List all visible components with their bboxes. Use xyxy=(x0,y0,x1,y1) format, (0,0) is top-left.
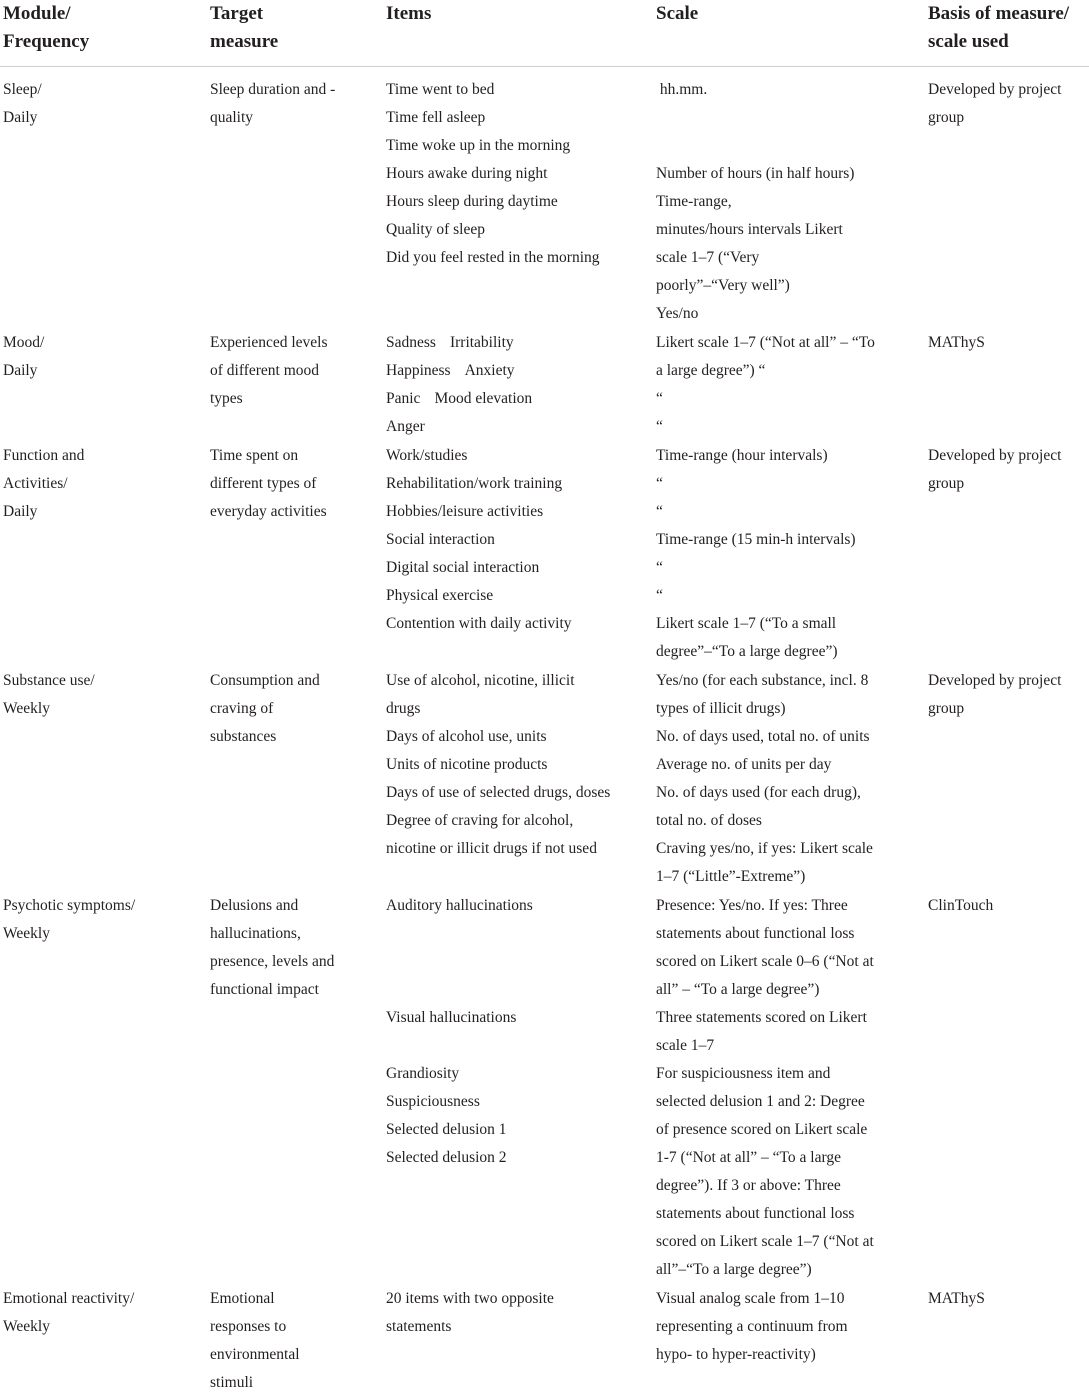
cell-text: quality xyxy=(210,109,254,126)
table-row xyxy=(0,329,1089,441)
cell-text: No. of days used, total no. of units xyxy=(656,728,870,745)
header-text: Module/ xyxy=(3,3,71,24)
cell-text: Presence: Yes/no. If yes: Three xyxy=(656,897,848,914)
cell-text: Function and xyxy=(3,447,85,464)
cell-text: selected delusion 1 and 2: Degree xyxy=(656,1093,865,1110)
cell-text: “ xyxy=(656,390,663,407)
table-row xyxy=(0,76,1089,328)
cell-basis xyxy=(928,76,1088,132)
cell-text: 1-7 (“Not at all” – “To a large xyxy=(656,1149,841,1166)
cell-text: group xyxy=(928,700,965,717)
cell-target xyxy=(210,1285,380,1389)
cell-text: a large degree”) “ xyxy=(656,362,766,379)
cell-text: Work/studies xyxy=(386,447,468,464)
header-text: scale used xyxy=(928,31,1009,52)
cell-text: Weekly xyxy=(3,700,50,717)
cell-text: Time woke up in the morning xyxy=(386,137,571,154)
cell-text: Hobbies/leisure activities xyxy=(386,503,544,520)
cell-text: Time-range (15 min-h intervals) xyxy=(656,531,856,548)
cell-text: Rehabilitation/work training xyxy=(386,475,563,492)
cell-text: Daily xyxy=(3,503,38,520)
cell-text: Consumption and xyxy=(210,672,320,689)
cell-text: degree”). If 3 or above: Three xyxy=(656,1177,841,1194)
table-row xyxy=(0,667,1089,891)
cell-text: functional impact xyxy=(210,981,319,998)
cell-text: Sleep/ xyxy=(3,81,42,98)
cell-text: Psychotic symptoms/ xyxy=(3,897,136,914)
cell-text: of different mood xyxy=(210,362,320,379)
header-text: measure xyxy=(210,31,279,52)
cell-text: Weekly xyxy=(3,1318,50,1335)
cell-text: types of illicit drugs) xyxy=(656,700,786,717)
cell-text: all” – “To a large degree”) xyxy=(656,981,820,998)
header-module xyxy=(3,0,198,56)
cell-text: Days of alcohol use, units xyxy=(386,728,547,745)
cell-text: Emotional xyxy=(210,1290,275,1307)
cell-text: minutes/hours intervals Likert xyxy=(656,221,843,238)
cell-text: Use of alcohol, nicotine, illicit xyxy=(386,672,575,689)
cell-items xyxy=(386,892,648,1172)
header-text: Scale xyxy=(656,3,699,24)
header-target xyxy=(210,0,380,56)
header-items xyxy=(386,0,648,28)
cell-text: degree”–“To a large degree”) xyxy=(656,643,838,660)
cell-basis xyxy=(928,667,1088,723)
cell-text: Emotional reactivity/ xyxy=(3,1290,135,1307)
cell-text: Quality of sleep xyxy=(386,221,486,238)
cell-text: drugs xyxy=(386,700,421,717)
header-scale xyxy=(656,0,921,28)
cell-text: types xyxy=(210,390,243,407)
cell-text: all”–“To a large degree”) xyxy=(656,1261,812,1278)
cell-text: scale 1–7 (“Very xyxy=(656,249,760,266)
cell-text: Time went to bed xyxy=(386,81,495,98)
spacer xyxy=(386,920,648,948)
cell-text: MAThyS xyxy=(928,1290,985,1307)
cell-text: “ xyxy=(656,587,663,604)
cell-basis xyxy=(928,442,1088,498)
table-row xyxy=(0,442,1089,666)
cell-text: nicotine or illicit drugs if not used xyxy=(386,840,597,857)
cell-text: MAThyS xyxy=(928,334,985,351)
cell-text: Anger xyxy=(386,418,425,435)
cell-text: Selected delusion 2 xyxy=(386,1149,507,1166)
header-text: Items xyxy=(386,3,432,24)
cell-module xyxy=(3,667,198,723)
cell-text: responses to xyxy=(210,1318,287,1335)
cell-text: Delusions and xyxy=(210,897,299,914)
cell-text: Hours sleep during daytime xyxy=(386,193,558,210)
cell-text: Substance use/ xyxy=(3,672,95,689)
cell-text: Visual hallucinations xyxy=(386,1009,517,1026)
cell-text: Days of use of selected drugs, doses xyxy=(386,784,611,801)
cell-text: Likert scale 1–7 (“Not at all” – “To xyxy=(656,334,875,351)
cell-text: 1–7 (“Little”-Extreme”) xyxy=(656,868,806,885)
cell-text: presence, levels and xyxy=(210,953,335,970)
cell-module xyxy=(3,442,198,526)
cell-scale xyxy=(656,1285,921,1369)
cell-items xyxy=(386,1285,648,1341)
cell-text: total no. of doses xyxy=(656,812,762,829)
cell-text: Did you feel rested in the morning xyxy=(386,249,600,266)
cell-text-pair xyxy=(386,329,648,357)
cell-text: Auditory hallucinations xyxy=(386,897,533,914)
cell-scale xyxy=(656,76,921,328)
spacer xyxy=(386,1032,648,1060)
cell-text: ClinTouch xyxy=(928,897,994,914)
cell-text: craving of xyxy=(210,700,274,717)
cell-module xyxy=(3,76,198,132)
cell-text: Sadness xyxy=(386,334,436,351)
cell-text: Time fell asleep xyxy=(386,109,486,126)
cell-text: Time-range, xyxy=(656,193,732,210)
cell-text: “ xyxy=(656,503,663,520)
cell-basis xyxy=(928,329,1088,357)
cell-text: Time spent on xyxy=(210,447,299,464)
cell-text: scored on Likert scale 1–7 (“Not at xyxy=(656,1233,874,1250)
cell-text: statements about functional loss xyxy=(656,1205,855,1222)
cell-text: stimuli xyxy=(210,1374,254,1391)
cell-basis xyxy=(928,892,1088,920)
cell-text: Activities/ xyxy=(3,475,68,492)
cell-text: Social interaction xyxy=(386,531,495,548)
cell-target xyxy=(210,667,380,751)
table-row xyxy=(0,1285,1089,1390)
cell-target xyxy=(210,329,380,413)
cell-items xyxy=(386,329,648,441)
cell-text: Happiness xyxy=(386,362,451,379)
cell-text: Units of nicotine products xyxy=(386,756,548,773)
cell-module xyxy=(3,1285,198,1341)
cell-text: statements about functional loss xyxy=(656,925,855,942)
cell-text: Number of hours (in half hours) xyxy=(656,165,855,182)
cell-text: substances xyxy=(210,728,277,745)
cell-text: Panic xyxy=(386,390,421,407)
cell-text: Likert scale 1–7 (“To a small xyxy=(656,615,837,632)
cell-scale xyxy=(656,892,921,1284)
cell-text: Average no. of units per day xyxy=(656,756,832,773)
cell-text: For suspiciousness item and xyxy=(656,1065,831,1082)
cell-text: Mood/ xyxy=(3,334,45,351)
cell-text: Contention with daily activity xyxy=(386,615,572,632)
cell-text: Yes/no xyxy=(656,305,699,322)
spacer xyxy=(386,976,648,1004)
cell-text: Irritability xyxy=(449,334,514,351)
cell-text: Suspiciousness xyxy=(386,1093,480,1110)
cell-text: Developed by project xyxy=(928,447,1062,464)
cell-text: hypo- to hyper-reactivity) xyxy=(656,1346,816,1363)
cell-module xyxy=(3,892,198,948)
cell-text-pair xyxy=(386,385,648,413)
cell-text: hallucinations, xyxy=(210,925,301,942)
cell-text: Physical exercise xyxy=(386,587,494,604)
cell-text: “ xyxy=(656,559,663,576)
cell-text: Craving yes/no, if yes: Likert scale xyxy=(656,840,873,857)
cell-basis xyxy=(928,1285,1088,1313)
cell-text: “ xyxy=(656,475,663,492)
cell-text: everyday activities xyxy=(210,503,327,520)
cell-text: Developed by project xyxy=(928,81,1062,98)
cell-text: Three statements scored on Likert xyxy=(656,1009,867,1026)
header-basis xyxy=(928,0,1088,56)
cell-text: Weekly xyxy=(3,925,50,942)
cell-text: Time-range (hour intervals) xyxy=(656,447,828,464)
cell-items xyxy=(386,442,648,638)
cell-text: Anxiety xyxy=(464,362,515,379)
cell-text: No. of days used (for each drug), xyxy=(656,784,861,801)
cell-text: Daily xyxy=(3,362,38,379)
header-text: Frequency xyxy=(3,31,90,52)
cell-text: Selected delusion 1 xyxy=(386,1121,507,1138)
cell-text: environmental xyxy=(210,1346,300,1363)
cell-scale xyxy=(656,329,921,441)
cell-text: Visual analog scale from 1–10 xyxy=(656,1290,845,1307)
cell-target xyxy=(210,442,380,526)
cell-text: 20 items with two opposite xyxy=(386,1290,554,1307)
cell-text: different types of xyxy=(210,475,317,492)
cell-text: Degree of craving for alcohol, xyxy=(386,812,574,829)
cell-text: representing a continuum from xyxy=(656,1318,848,1335)
cell-text: of presence scored on Likert scale xyxy=(656,1121,868,1138)
cell-text: “ xyxy=(656,418,663,435)
cell-scale xyxy=(656,667,921,891)
cell-text: Developed by project xyxy=(928,672,1062,689)
cell-target xyxy=(210,892,380,1004)
cell-text: Experienced levels xyxy=(210,334,328,351)
cell-scale xyxy=(656,442,921,666)
cell-text: statements xyxy=(386,1318,452,1335)
cell-text: hh.mm. xyxy=(656,81,708,98)
cell-text: Mood elevation xyxy=(434,390,533,407)
spacer xyxy=(386,948,648,976)
cell-text: poorly”–“Very well”) xyxy=(656,277,790,294)
cell-text: scale 1–7 xyxy=(656,1037,715,1054)
header-text: Basis of measure/ xyxy=(928,3,1070,24)
spacer xyxy=(656,132,921,160)
cell-text: Hours awake during night xyxy=(386,165,548,182)
cell-text: Digital social interaction xyxy=(386,559,540,576)
table-header xyxy=(0,0,1089,67)
cell-text-pair xyxy=(386,357,648,385)
cell-text: Sleep duration and - xyxy=(210,81,336,98)
cell-text: Yes/no (for each substance, incl. 8 xyxy=(656,672,869,689)
cell-text: Grandiosity xyxy=(386,1065,460,1082)
cell-text: group xyxy=(928,109,965,126)
cell-items xyxy=(386,667,648,863)
cell-module xyxy=(3,329,198,385)
spacer xyxy=(656,104,921,132)
header-text: Target xyxy=(210,3,264,24)
cell-text: group xyxy=(928,475,965,492)
cell-target xyxy=(210,76,380,132)
cell-text: Daily xyxy=(3,109,38,126)
cell-text: scored on Likert scale 0–6 (“Not at xyxy=(656,953,874,970)
cell-items xyxy=(386,76,648,272)
table-row xyxy=(0,892,1089,1284)
